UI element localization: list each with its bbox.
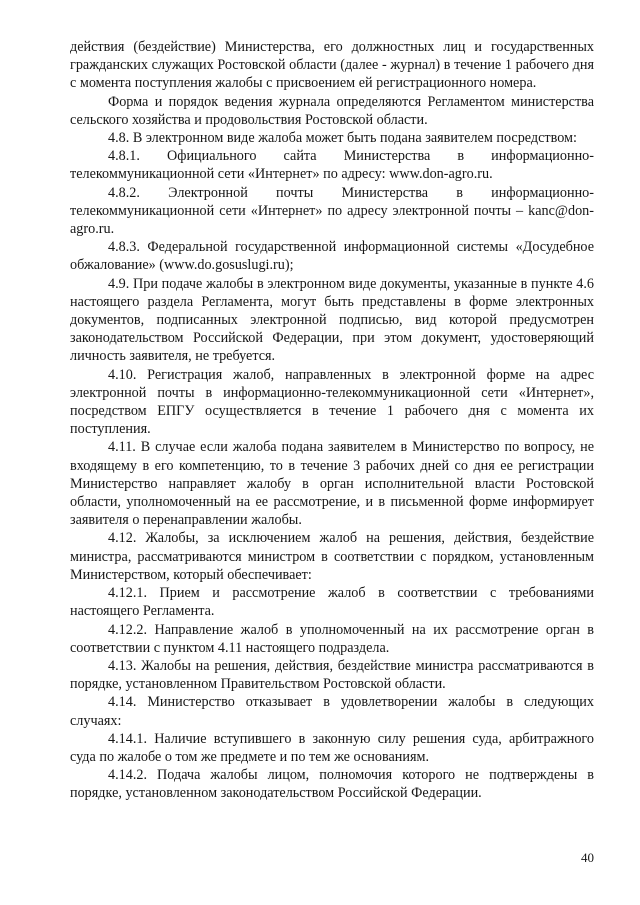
- paragraph-4-8-1: 4.8.1. Официального сайта Министерства в информационно-телекоммуникационной сети «Интернет» по адресу: www.don-agro.ru.: [70, 148, 594, 183]
- paragraph-4-12-2: 4.12.2. Направление жалоб в уполномоченный на их рассмотрение орган в соответствии с пунктом 4.11 настоящего подраздела.: [70, 621, 594, 656]
- paragraph-journal-form: Форма и порядок ведения журнала определяются Регламентом министерства сельского хозяйства и продовольствия Ростовской области.: [70, 93, 594, 128]
- paragraph-journal-continuation: действия (бездействие) Министерства, его должностных лиц и государственных гражданских служащих Ростовской области (далее - журнал) в течение 1 рабочего дня с момента поступления жалобы с присвоением ей регистрационного номера.: [70, 39, 594, 92]
- paragraph-4-10: 4.10. Регистрация жалоб, направленных в электронной форме на адрес электронной почты в информационно-телекоммуникационной сети «Интернет», посредством ЕПГУ осуществляется в течение 1 рабочего дня с момента их поступления.: [70, 366, 594, 438]
- paragraph-4-12: 4.12. Жалобы, за исключением жалоб на решения, действия, бездействие министра, рассматриваются министром в соответствии с порядком, установленным Министерством, который обеспечивает:: [70, 530, 594, 583]
- document-body: [70, 38, 594, 803]
- paragraph-4-14-2: 4.14.2. Подача жалобы лицом, полномочия которого не подтверждены в порядке, установленном законодательством Российской Федерации.: [70, 767, 594, 802]
- paragraph-4-13: 4.13. Жалобы на решения, действия, бездействие министра рассматриваются в порядке, установленном Правительством Ростовской области.: [70, 657, 594, 693]
- paragraph-4-8-3: 4.8.3. Федеральной государственной информационной системы «Досудебное обжалование» (www.do.gosuslugi.ru);: [70, 239, 594, 274]
- paragraph-4-11: 4.11. В случае если жалоба подана заявителем в Министерство по вопросу, не входящему в его компетенцию, то в течение 3 рабочих дней со дня ее регистрации Министерство направляет жалобу в орган исполнительной власти Ростовской области, уполномоченный на ее рассмотрение, и в письменной форме информирует заявителя о перенаправлении жалобы.: [70, 439, 594, 529]
- paragraph-4-14-1: 4.14.1. Наличие вступившего в законную силу решения суда, арбитражного суда по жалобе о том же предмете и по тем же основаниям.: [70, 730, 594, 765]
- paragraph-4-12-1: 4.12.1. Прием и рассмотрение жалоб в соответствии с требованиями настоящего Регламента.: [70, 585, 594, 620]
- paragraph-4-8-2: 4.8.2. Электронной почты Министерства в информационно-телекоммуникационной сети «Интернет» по адресу электронной почты – kanc@don-agro.ru.: [70, 184, 594, 238]
- paragraph-4-14: 4.14. Министерство отказывает в удовлетворении жалобы в следующих случаях:: [70, 694, 594, 729]
- page-number: 40: [581, 850, 594, 865]
- paragraph-4-9: 4.9. При подаче жалобы в электронном виде документы, указанные в пункте 4.6 настоящего раздела Регламента, могут быть представлены в форме электронных документов, подписанных электронной подписью, вид которой предусмотрен законодательством Российской Федерации, при этом документ, удостоверяющий личность заявителя, не требуется.: [70, 275, 594, 365]
- paragraph-4-8: 4.8. В электронном виде жалоба может быть подана заявителем посредством:: [108, 130, 577, 147]
